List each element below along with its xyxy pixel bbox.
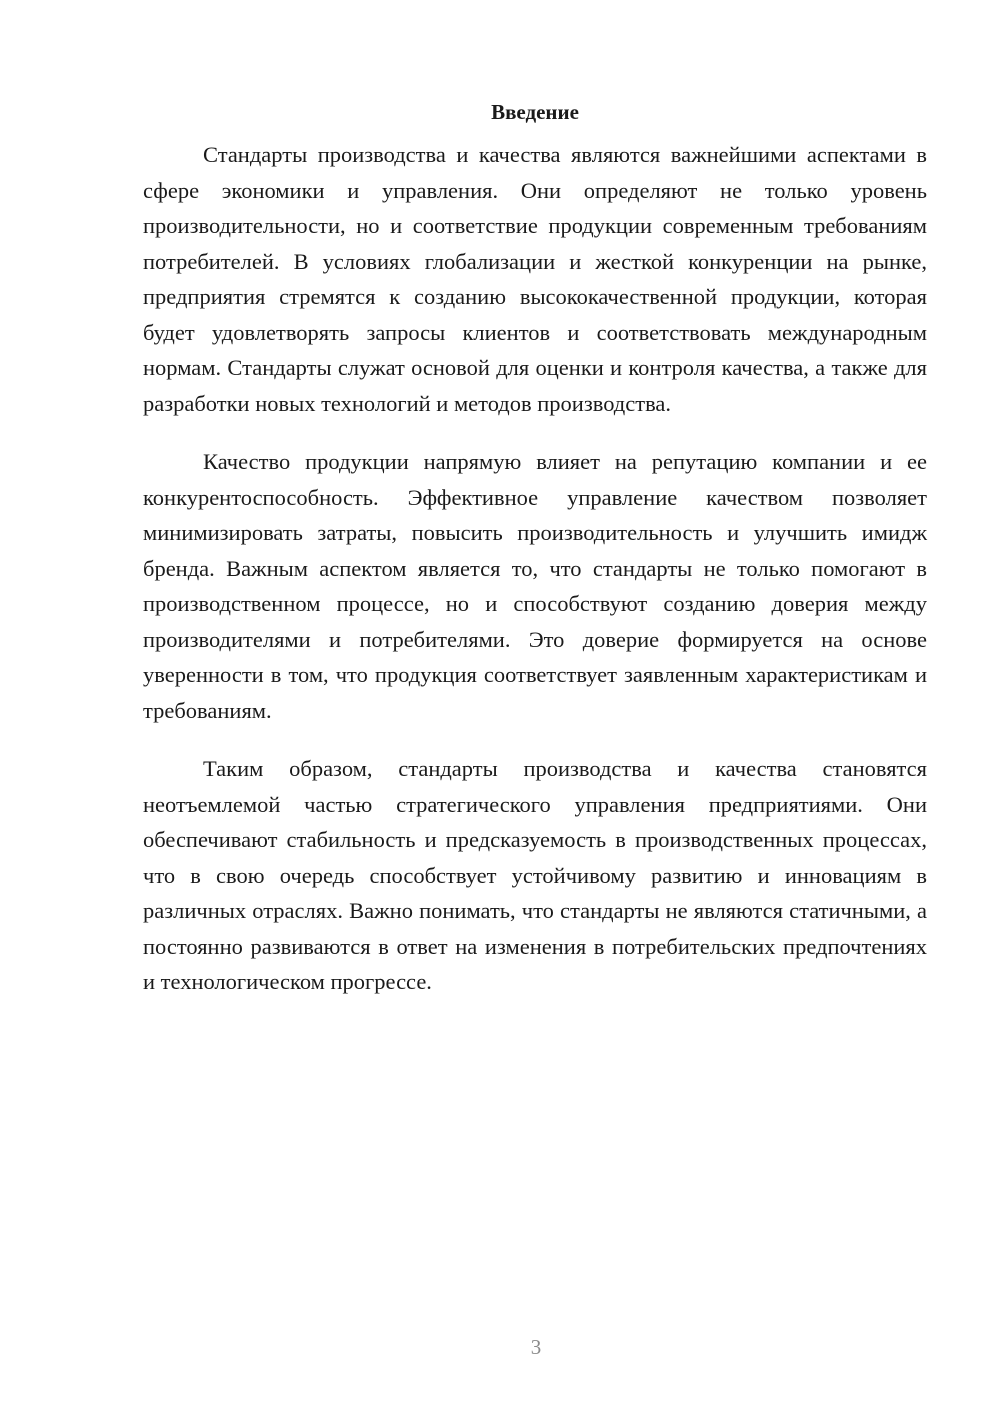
paragraph-1: Стандарты производства и качества являются важнейшими аспектами в сфере экономики и управления. Они определяют не только уровень производительности, но и соответствие продукции современным требованиям потребителей. В условиях глобализации и жесткой конкуренции на рынке, предприятия стремятся к созданию высококачественной продукции, которая будет удовлетворять запросы клиентов и соответствовать международным нормам. Стандарты служат основой для оценки и контроля качества, а также для разработки новых технологий и методов производства.	[143, 142, 927, 416]
paragraph-3: Таким образом, стандарты производства и качества становятся неотъемлемой частью стратегического управления предприятиями. Они обеспечивают стабильность и предсказуемость в производственных процессах, что в свою очередь способствует устойчивому развитию и инновациям в различных отраслях. Важно понимать, что стандарты не являются статичными, а постоянно развиваются в ответ на изменения в потребительских предпочтениях и технологическом прогрессе.	[143, 756, 927, 994]
section-title: Введение	[491, 100, 579, 124]
page-body	[143, 97, 927, 1023]
paragraph-2: Качество продукции напрямую влияет на репутацию компании и ее конкурентоспособность. Эффективное управление качеством позволяет минимизировать затраты, повысить производительность и улучшить имидж бренда. Важным аспектом является то, что стандарты не только помогают в производственном процессе, но и способствуют созданию доверия между производителями и потребителями. Это доверие формируется на основе уверенности в том, что продукция соответствует заявленным характеристикам и требованиям.	[143, 449, 927, 723]
page-number: 3	[530, 1335, 542, 1359]
